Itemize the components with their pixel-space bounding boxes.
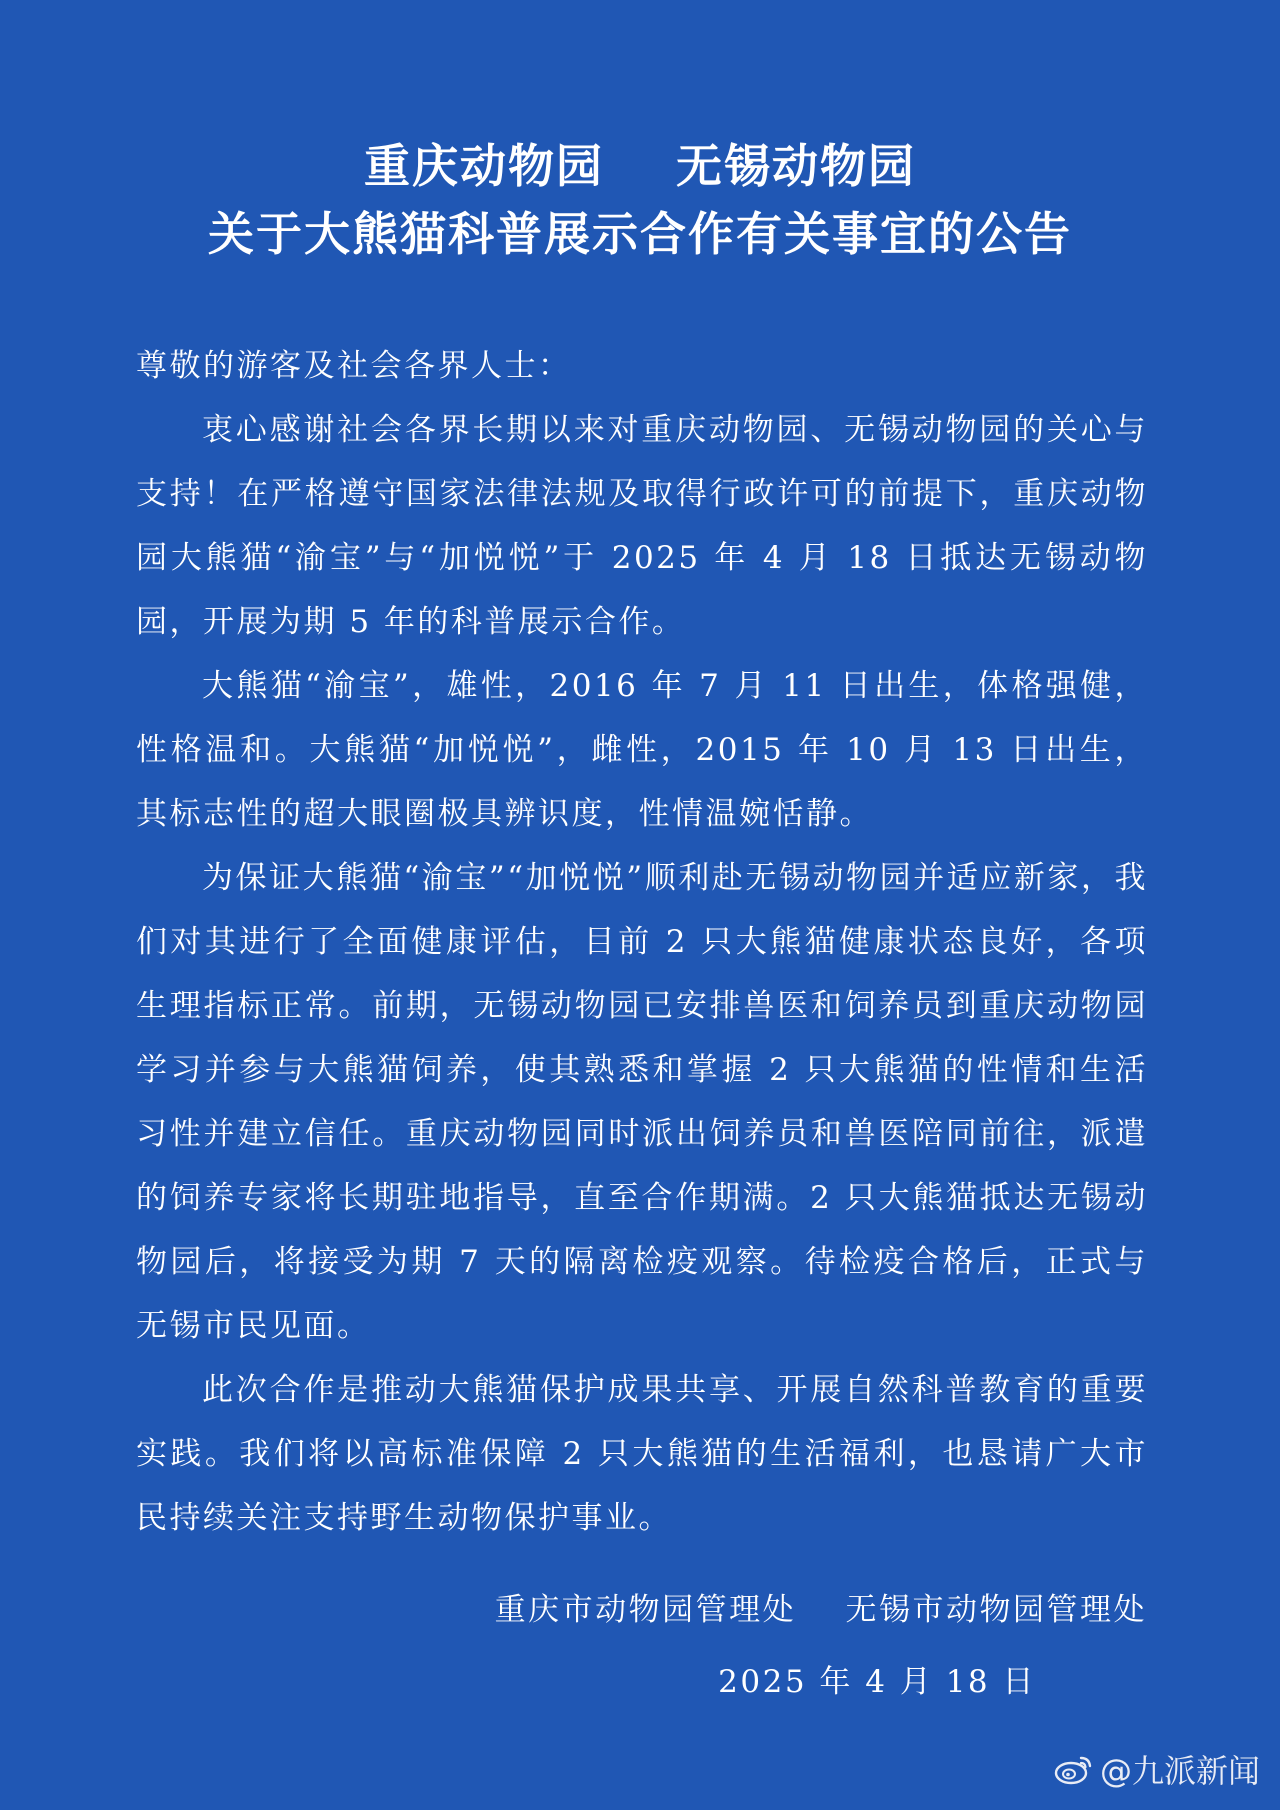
signature: 重庆市动物园管理处 无锡市动物园管理处 (494, 1592, 1147, 1628)
title-line-1: 重庆动物园 无锡动物园 (363, 139, 917, 193)
weibo-icon (1054, 1752, 1094, 1786)
paragraph-3: 为保证大熊猫“渝宝”“加悦悦”顺利赴无锡动物园并适应新家，我们对其进行了全面健康评估，目前 2 只大熊猫健康状态良好，各项生理指标正常。前期，无锡动物园已安排兽医和饲养员到重庆动物园学习并参与大熊猫饲养，使其熟悉和掌握 2 只大熊猫的性情和生活习性并建立信任。重庆动物园同时派出饲养员和兽医陪同前往，派遣的饲养专家将长期驻地指导，直至合作期满。2 只大熊猫抵达无锡动物园后，将接受为期 7 天的隔离检疫观察。待检疫合格后，正式与无锡市民见面。 (136, 860, 1148, 1344)
watermark-text: @九派新闻 (1099, 1752, 1260, 1790)
watermark (1054, 1746, 1260, 1792)
paragraph-1: 衷心感谢社会各界长期以来对重庆动物园、无锡动物园的关心与支持！在严格遵守国家法律法规及取得行政许可的前提下，重庆动物园大熊猫“渝宝”与“加悦悦”于 2025 年 4 月 18 日抵达无锡动物园，开展为期 5 年的科普展示合作。 (136, 412, 1148, 640)
issue-date: 2025 年 4 月 18 日 (718, 1664, 1036, 1700)
announcement-body (136, 334, 1148, 1550)
title-line-2: 关于大熊猫科普展示合作有关事宜的公告 (208, 207, 1072, 261)
paragraph-2: 大熊猫“渝宝”，雄性，2016 年 7 月 11 日出生，体格强健，性格温和。大熊猫“加悦悦”，雌性，2015 年 10 月 13 日出生，其标志性的超大眼圈极具辨识度，性情温婉恬静。 (136, 668, 1148, 832)
salutation: 尊敬的游客及社会各界人士： (136, 348, 572, 384)
paragraph-4: 此次合作是推动大熊猫保护成果共享、开展自然科普教育的重要实践。我们将以高标准保障 2 只大熊猫的生活福利，也恳请广大市民持续关注支持野生动物保护事业。 (136, 1372, 1148, 1536)
